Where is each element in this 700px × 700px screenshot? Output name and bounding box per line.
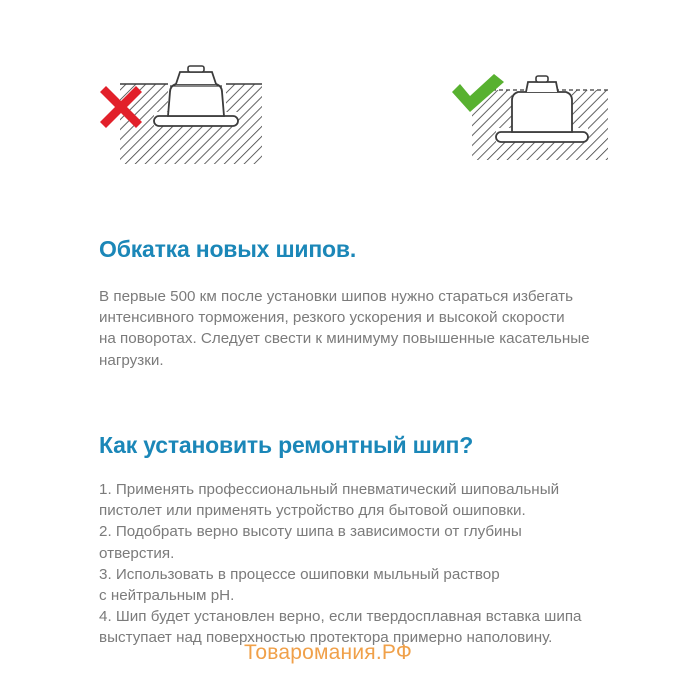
text-line: пистолет или применять устройство для бытовой ошиповки. bbox=[99, 502, 526, 520]
stud-wrong-illustration bbox=[96, 64, 266, 174]
text-line: нагрузки. bbox=[99, 351, 164, 369]
text-line: выступает над поверхностью протектора примерно наполовину. bbox=[99, 629, 553, 647]
section-title-repair-stud: Как установить ремонтный шип? bbox=[99, 432, 474, 458]
text-line: 2. Подобрать верно высоту шипа в зависимости от глубины bbox=[99, 523, 522, 541]
text-line: 4. Шип будет установлен верно, если твердосплавная вставка шипа bbox=[99, 608, 582, 626]
text-line: В первые 500 км после установки шипов нужно стараться избегать bbox=[99, 288, 573, 305]
text-line: 1. Применять профессиональный пневматический шиповальный bbox=[99, 481, 560, 498]
checkmark-icon bbox=[450, 74, 506, 114]
section-title-break-in: Обкатка новых шипов. bbox=[99, 236, 357, 262]
section-text-break-in bbox=[99, 286, 639, 371]
section-text-repair-stud bbox=[99, 479, 639, 649]
cross-icon bbox=[96, 80, 146, 130]
text-line: 3. Использовать в процессе ошиповки мыльный раствор bbox=[99, 565, 500, 583]
text-line: на поворотах. Следует свести к минимуму повышенные касательные bbox=[99, 330, 590, 348]
watermark: Товаромания.РФ bbox=[244, 641, 413, 664]
stud-right-illustration bbox=[448, 70, 618, 170]
text-line: с нейтральным pH. bbox=[99, 587, 235, 605]
text-line: отверстия. bbox=[99, 544, 175, 562]
text-line: интенсивного торможения, резкого ускорения и высокой скорости bbox=[99, 309, 565, 327]
